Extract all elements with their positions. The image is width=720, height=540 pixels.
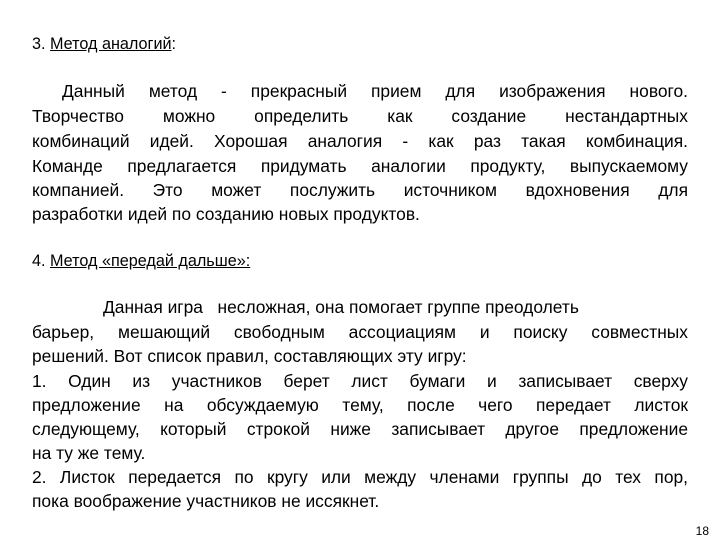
section-3-line-3: комбинаций идей. Хорошая аналогия ‐ как раз такая комбинация. [32, 131, 688, 151]
section-3-number: 3. [32, 35, 46, 53]
section-4-line-6: следующему, который строкой ниже записывает другое предложение [32, 419, 688, 439]
section-3-title: Метод аналогий [50, 35, 172, 53]
section-4-number: 4. [32, 252, 46, 270]
section-4-title: Метод «передай дальше»: [50, 252, 251, 270]
page-number: 18 [695, 524, 709, 538]
section-4-line-8: 2. Листок передается по кругу или между членами группы до тех пор, [32, 467, 688, 487]
section-3-line-4: Команде предлагается придумать аналогии продукту, выпускаемому [32, 156, 688, 176]
section-3-line-5: компанией. Это может послужить источником вдохновения для [32, 180, 688, 200]
section-4-heading [32, 251, 250, 271]
section-3-heading [32, 34, 176, 54]
section-4-line-3: решений. Вот список правил, составляющих эту игру: [32, 346, 467, 366]
section-3-line-1: Данный метод ‐ прекрасный прием для изображения нового. [62, 81, 688, 101]
section-4-line-7: на ту же тему. [32, 443, 146, 463]
section-4-line-9: пока воображение участников не иссякнет. [32, 491, 380, 511]
section-3-line-2: Творчество можно определить как создание нестандартных [32, 106, 688, 126]
section-4-line-1: Данная игра несложная, она помогает группе преодолеть [103, 297, 579, 317]
section-4-line-2: барьер, мешающий свободным ассоциациям и поиску совместных [32, 322, 688, 342]
section-3-line-6: разработки идей по созданию новых продуктов. [32, 204, 420, 224]
section-4-line-4: 1. Один из участников берет лист бумаги и записывает сверху [32, 371, 688, 391]
section-3-colon: : [171, 35, 177, 53]
section-4-line-5: предложение на обсуждаемую тему, после чего передает листок [32, 395, 688, 415]
